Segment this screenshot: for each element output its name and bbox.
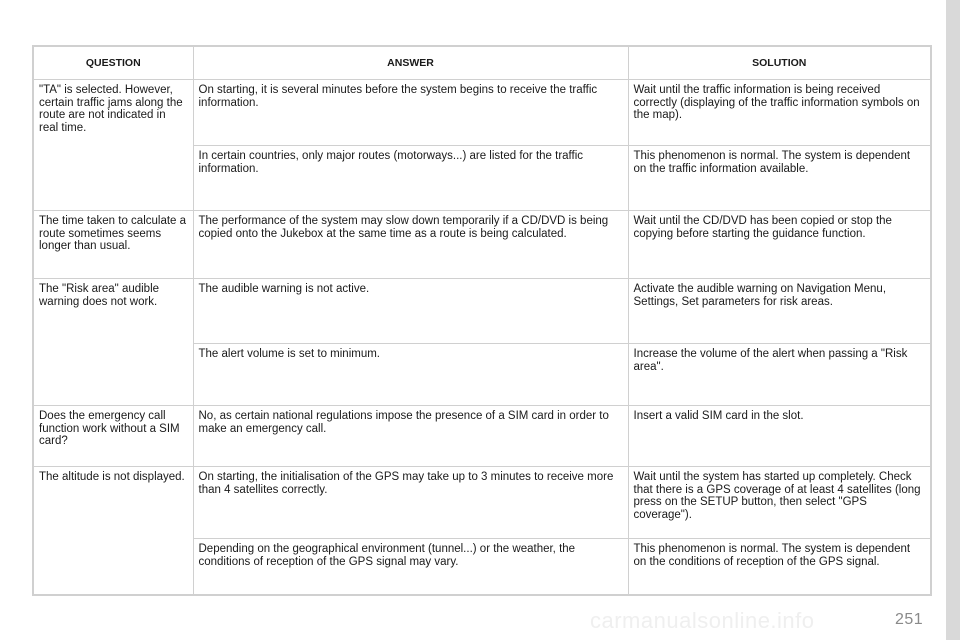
question-cell: Does the emergency call function work without a SIM card? xyxy=(33,406,193,467)
solution-cell: Insert a valid SIM card in the slot. xyxy=(628,406,931,467)
solution-cell: Wait until the CD/DVD has been copied or stop the copying before starting the guidance function. xyxy=(628,211,931,279)
question-cell: The time taken to calculate a route sometimes seems longer than usual. xyxy=(33,211,193,279)
table-row xyxy=(33,406,931,467)
question-cell: "TA" is selected. However, certain traffic jams along the route are not indicated in real time. xyxy=(33,80,193,211)
page-number: 251 xyxy=(895,611,924,628)
answer-cell: The performance of the system may slow down temporarily if a CD/DVD is being copied onto the Jukebox at the same time as a route is being calculated. xyxy=(193,211,628,279)
solution-cell: Wait until the system has started up completely. Check that there is a GPS coverage of at least 4 satellites (long press on the SETUP button, then select "GPS coverage"). xyxy=(628,467,931,539)
watermark: carmanualsonline.info xyxy=(590,608,815,633)
answer-cell: No, as certain national regulations impose the presence of a SIM card in order to make an emergency call. xyxy=(193,406,628,467)
answer-cell: The audible warning is not active. xyxy=(193,279,628,344)
question-cell: The "Risk area" audible warning does not work. xyxy=(33,279,193,406)
table-header-row xyxy=(33,46,931,80)
solution-cell: This phenomenon is normal. The system is dependent on the conditions of reception of the GPS signal. xyxy=(628,539,931,596)
answer-cell: The alert volume is set to minimum. xyxy=(193,344,628,406)
answer-cell: On starting, the initialisation of the GPS may take up to 3 minutes to receive more than 4 satellites correctly. xyxy=(193,467,628,539)
header-answer: ANSWER xyxy=(193,46,628,80)
page-edge-bar xyxy=(946,0,960,640)
table-row xyxy=(33,467,931,539)
table-row xyxy=(33,80,931,146)
answer-cell: Depending on the geographical environment (tunnel...) or the weather, the conditions of reception of the GPS signal may vary. xyxy=(193,539,628,596)
question-cell: The altitude is not displayed. xyxy=(33,467,193,596)
header-question: QUESTION xyxy=(33,46,193,80)
solution-cell: Activate the audible warning on Navigation Menu, Settings, Set parameters for risk areas. xyxy=(628,279,931,344)
solution-cell: Increase the volume of the alert when passing a "Risk area". xyxy=(628,344,931,406)
answer-cell: On starting, it is several minutes before the system begins to receive the traffic information. xyxy=(193,80,628,146)
faq-table xyxy=(32,45,932,596)
solution-cell: Wait until the traffic information is being received correctly (displaying of the traffic information symbols on the map). xyxy=(628,80,931,146)
table-row xyxy=(33,279,931,344)
table-row xyxy=(33,211,931,279)
answer-cell: In certain countries, only major routes (motorways...) are listed for the traffic information. xyxy=(193,146,628,211)
header-solution: SOLUTION xyxy=(628,46,931,80)
solution-cell: This phenomenon is normal. The system is dependent on the traffic information available. xyxy=(628,146,931,211)
